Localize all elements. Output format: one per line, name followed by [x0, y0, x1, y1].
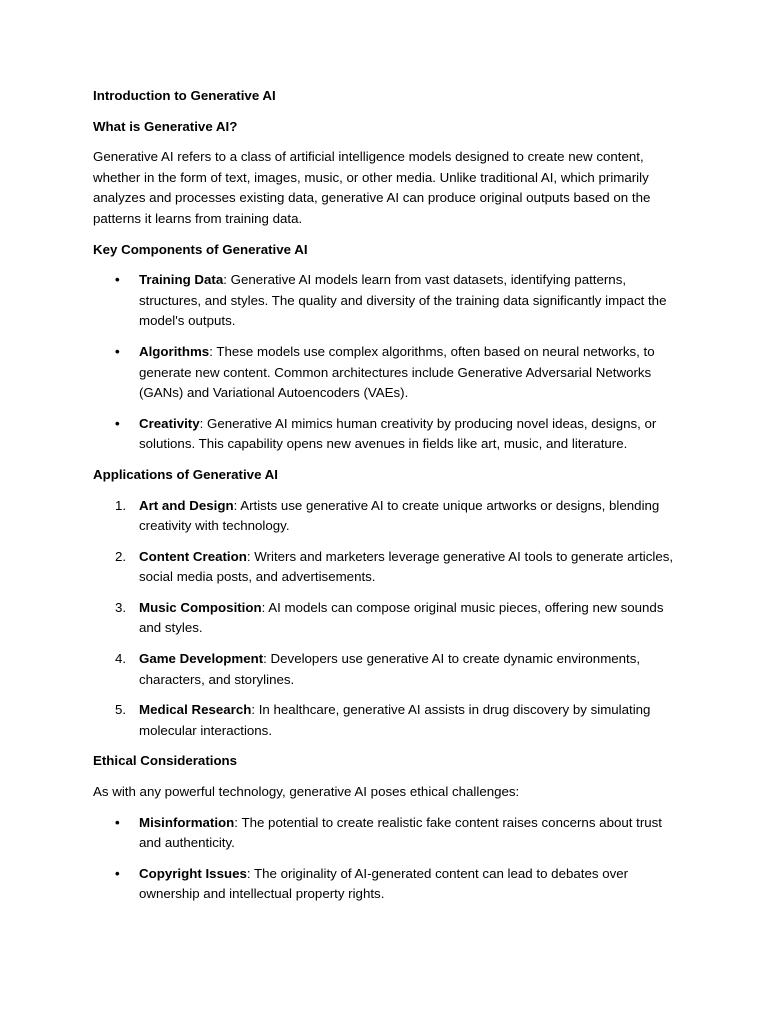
item-number: 1. — [115, 497, 127, 513]
item-number: 2. — [115, 548, 127, 564]
list-item — [93, 598, 683, 639]
document-body — [93, 86, 683, 905]
bullet-icon: • — [115, 272, 120, 288]
item-number: 3. — [115, 599, 127, 615]
item-term: Medical Research — [139, 702, 252, 718]
list-item — [93, 547, 683, 588]
bullet-icon: • — [115, 415, 120, 431]
item-description: : The potential to create realistic fake content raises concerns about trust and authenticity. — [139, 814, 662, 851]
item-term: Copyright Issues — [139, 865, 247, 881]
item-description: : Writers and marketers leverage generative AI tools to generate articles, social media posts, and advertisements. — [139, 548, 674, 585]
item-number: 5. — [115, 702, 127, 718]
list-item — [93, 270, 683, 332]
ethics-list — [93, 813, 683, 905]
list-item — [93, 813, 683, 854]
item-description: : Generative AI mimics human creativity by producing novel ideas, designs, or solutions. This capability opens new avenues in fields like art, music, and literature. — [139, 415, 657, 452]
item-term: Art and Design — [139, 497, 234, 513]
item-term: Misinformation — [139, 814, 235, 830]
applications-list — [93, 496, 683, 742]
list-item — [93, 414, 683, 455]
list-item — [93, 342, 683, 404]
bullet-icon: • — [115, 814, 120, 830]
item-description: : Generative AI models learn from vast datasets, identifying patterns, structures, and styles. The quality and diversity of the training data significantly impact the model's outputs. — [139, 272, 667, 329]
item-description: : The originality of AI-generated content can lead to debates over ownership and intellectual property rights. — [139, 865, 629, 902]
section-heading-ethics: Ethical Considerations — [93, 753, 238, 769]
document-title: Introduction to Generative AI — [93, 88, 276, 103]
item-description: : Artists use generative AI to create unique artworks or designs, blending creativity with technology. — [139, 497, 660, 534]
item-term: Creativity — [139, 415, 200, 431]
item-term: Training Data — [139, 272, 224, 288]
item-description: : Developers use generative AI to create dynamic environments, characters, and storylines. — [139, 651, 641, 687]
item-description: : AI models can compose original music pieces, offering new sounds and styles. — [139, 599, 664, 636]
section-heading-what: What is Generative AI? — [93, 118, 238, 134]
section-heading-components: Key Components of Generative AI — [93, 241, 308, 257]
paragraph-ethics: As with any powerful technology, generative AI poses ethical challenges: — [93, 784, 520, 800]
list-item — [93, 649, 683, 690]
paragraph-what: Generative AI refers to a class of artificial intelligence models designed to create new content, whether in the form of text, images, music, or other media. Unlike traditional AI, which primarily analyzes and processes existing data, generative AI can produce original outputs based on the patterns it learns from training data. — [93, 149, 651, 226]
bullet-icon: • — [115, 343, 120, 359]
item-description: : These models use complex algorithms, often based on neural networks, to generate new content. Common architectures include Generative Adversarial Networks (GANs) and Variational Autoencoders (VAEs). — [139, 343, 655, 401]
list-item — [93, 864, 683, 905]
components-list — [93, 270, 683, 455]
bullet-icon: • — [115, 865, 120, 881]
item-description: : In healthcare, generative AI assists in drug discovery by simulating molecular interactions. — [139, 702, 651, 738]
item-term: Algorithms — [139, 343, 210, 359]
list-item — [93, 496, 683, 537]
list-item — [93, 700, 683, 741]
item-term: Game Development — [139, 651, 264, 667]
item-term: Content Creation — [139, 548, 247, 564]
item-term: Music Composition — [139, 599, 262, 615]
item-number: 4. — [115, 651, 127, 667]
section-heading-applications: Applications of Generative AI — [93, 466, 278, 482]
